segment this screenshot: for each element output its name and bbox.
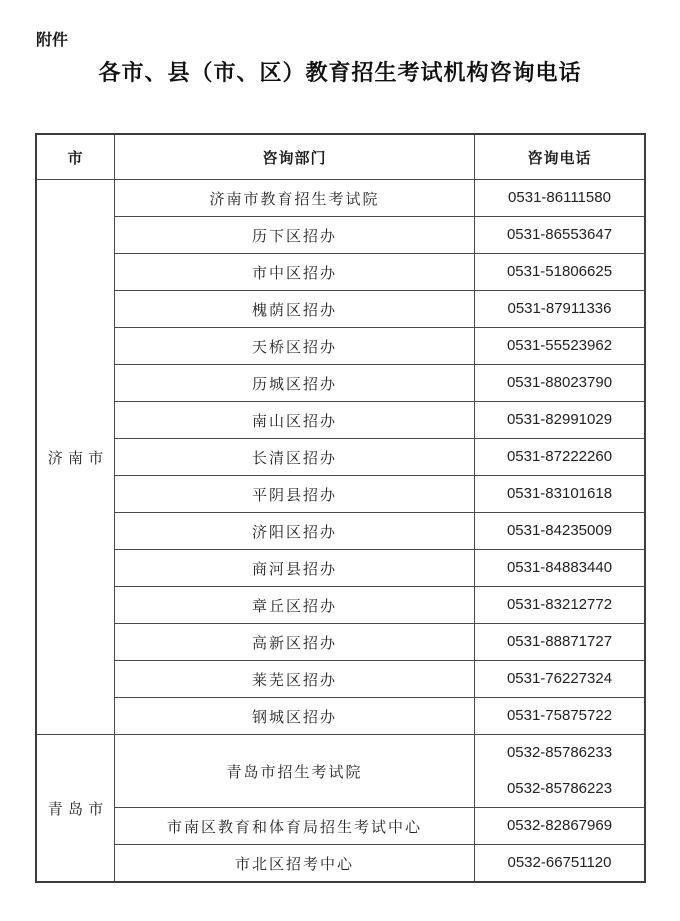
department-cell: 南山区招办 xyxy=(115,402,475,439)
table-row xyxy=(36,661,645,698)
table-row xyxy=(36,698,645,735)
phone-number: 0531-86111580 xyxy=(508,189,611,206)
table-header-row xyxy=(36,134,645,180)
table-row xyxy=(36,624,645,661)
phone-number: 0531-88871727 xyxy=(506,633,613,650)
table-row xyxy=(36,476,645,513)
phone-cell xyxy=(475,550,646,587)
phone-cell xyxy=(475,217,646,254)
department-cell: 历下区招办 xyxy=(115,217,475,254)
table-row xyxy=(36,402,645,439)
phone-number: 0531-84235009 xyxy=(506,522,613,539)
department-cell: 天桥区招办 xyxy=(115,328,475,365)
phone-number: 0532-66751120 xyxy=(507,854,612,871)
phone-number: 0531-88023790 xyxy=(506,374,613,391)
phone-number: 0531-55523962 xyxy=(506,337,613,354)
phone-cell xyxy=(475,328,646,365)
table-row xyxy=(36,808,645,845)
phone-cell xyxy=(475,808,646,845)
phone-cell xyxy=(475,180,646,217)
phone-cell xyxy=(475,254,646,291)
phone-number: 0531-51806625 xyxy=(506,263,613,280)
department-cell: 青岛市招生考试院 xyxy=(115,735,475,808)
table-row xyxy=(36,217,645,254)
table-row xyxy=(36,513,645,550)
phone-cell xyxy=(475,365,646,402)
phone-cell xyxy=(475,439,646,476)
phone-number: 0531-87911336 xyxy=(507,300,612,317)
phone-number: 0531-83101618 xyxy=(506,485,613,502)
phone-table xyxy=(35,133,646,883)
table-row xyxy=(36,254,645,291)
department-cell: 济南市教育招生考试院 xyxy=(115,180,475,217)
phone-number: 0531-87222260 xyxy=(506,448,613,465)
department-cell: 市中区招办 xyxy=(115,254,475,291)
department-cell: 槐荫区招办 xyxy=(115,291,475,328)
table-row xyxy=(36,550,645,587)
table-row xyxy=(36,328,645,365)
phone-number: 0532-82867969 xyxy=(506,817,613,834)
table-row xyxy=(36,365,645,402)
department-cell: 平阴县招办 xyxy=(115,476,475,513)
table-row xyxy=(36,735,645,808)
department-cell: 商河县招办 xyxy=(115,550,475,587)
phone-cell xyxy=(475,661,646,698)
attachment-label: 附件 xyxy=(36,32,69,49)
phone-cell xyxy=(475,624,646,661)
phone-cell xyxy=(475,513,646,550)
header-phone: 咨询电话 xyxy=(475,134,646,180)
header-department: 咨询部门 xyxy=(115,134,475,180)
phone-number: 0531-84883440 xyxy=(506,559,613,576)
table-row xyxy=(36,587,645,624)
page-title: 各市、县（市、区）教育招生考试机构咨询电话 xyxy=(98,60,582,85)
department-cell: 章丘区招办 xyxy=(115,587,475,624)
phone-number: 0532-85786233 xyxy=(506,744,613,761)
table-row xyxy=(36,845,645,883)
department-cell: 钢城区招办 xyxy=(115,698,475,735)
phone-number: 0531-75875722 xyxy=(506,707,613,724)
phone-cell xyxy=(475,735,646,808)
department-cell: 高新区招办 xyxy=(115,624,475,661)
phone-cell xyxy=(475,476,646,513)
department-cell: 长清区招办 xyxy=(115,439,475,476)
department-cell: 市南区教育和体育局招生考试中心 xyxy=(115,808,475,845)
phone-cell xyxy=(475,698,646,735)
department-cell: 济阳区招办 xyxy=(115,513,475,550)
city-cell: 青岛市 xyxy=(36,735,115,883)
city-cell: 济南市 xyxy=(36,180,115,735)
phone-number: 0531-82991029 xyxy=(506,411,613,428)
phone-number: 0531-86553647 xyxy=(506,226,613,243)
phone-cell xyxy=(475,291,646,328)
phone-cell xyxy=(475,587,646,624)
department-cell: 莱芜区招办 xyxy=(115,661,475,698)
phone-number: 0531-83212772 xyxy=(506,596,613,613)
phone-cell xyxy=(475,402,646,439)
header-city: 市 xyxy=(36,134,115,180)
table-row xyxy=(36,439,645,476)
table-row xyxy=(36,291,645,328)
phone-number: 0531-76227324 xyxy=(506,670,613,687)
table-row xyxy=(36,180,645,217)
phone-cell xyxy=(475,845,646,883)
department-cell: 市北区招考中心 xyxy=(115,845,475,883)
department-cell: 历城区招办 xyxy=(115,365,475,402)
phone-number: 0532-85786223 xyxy=(506,780,613,797)
